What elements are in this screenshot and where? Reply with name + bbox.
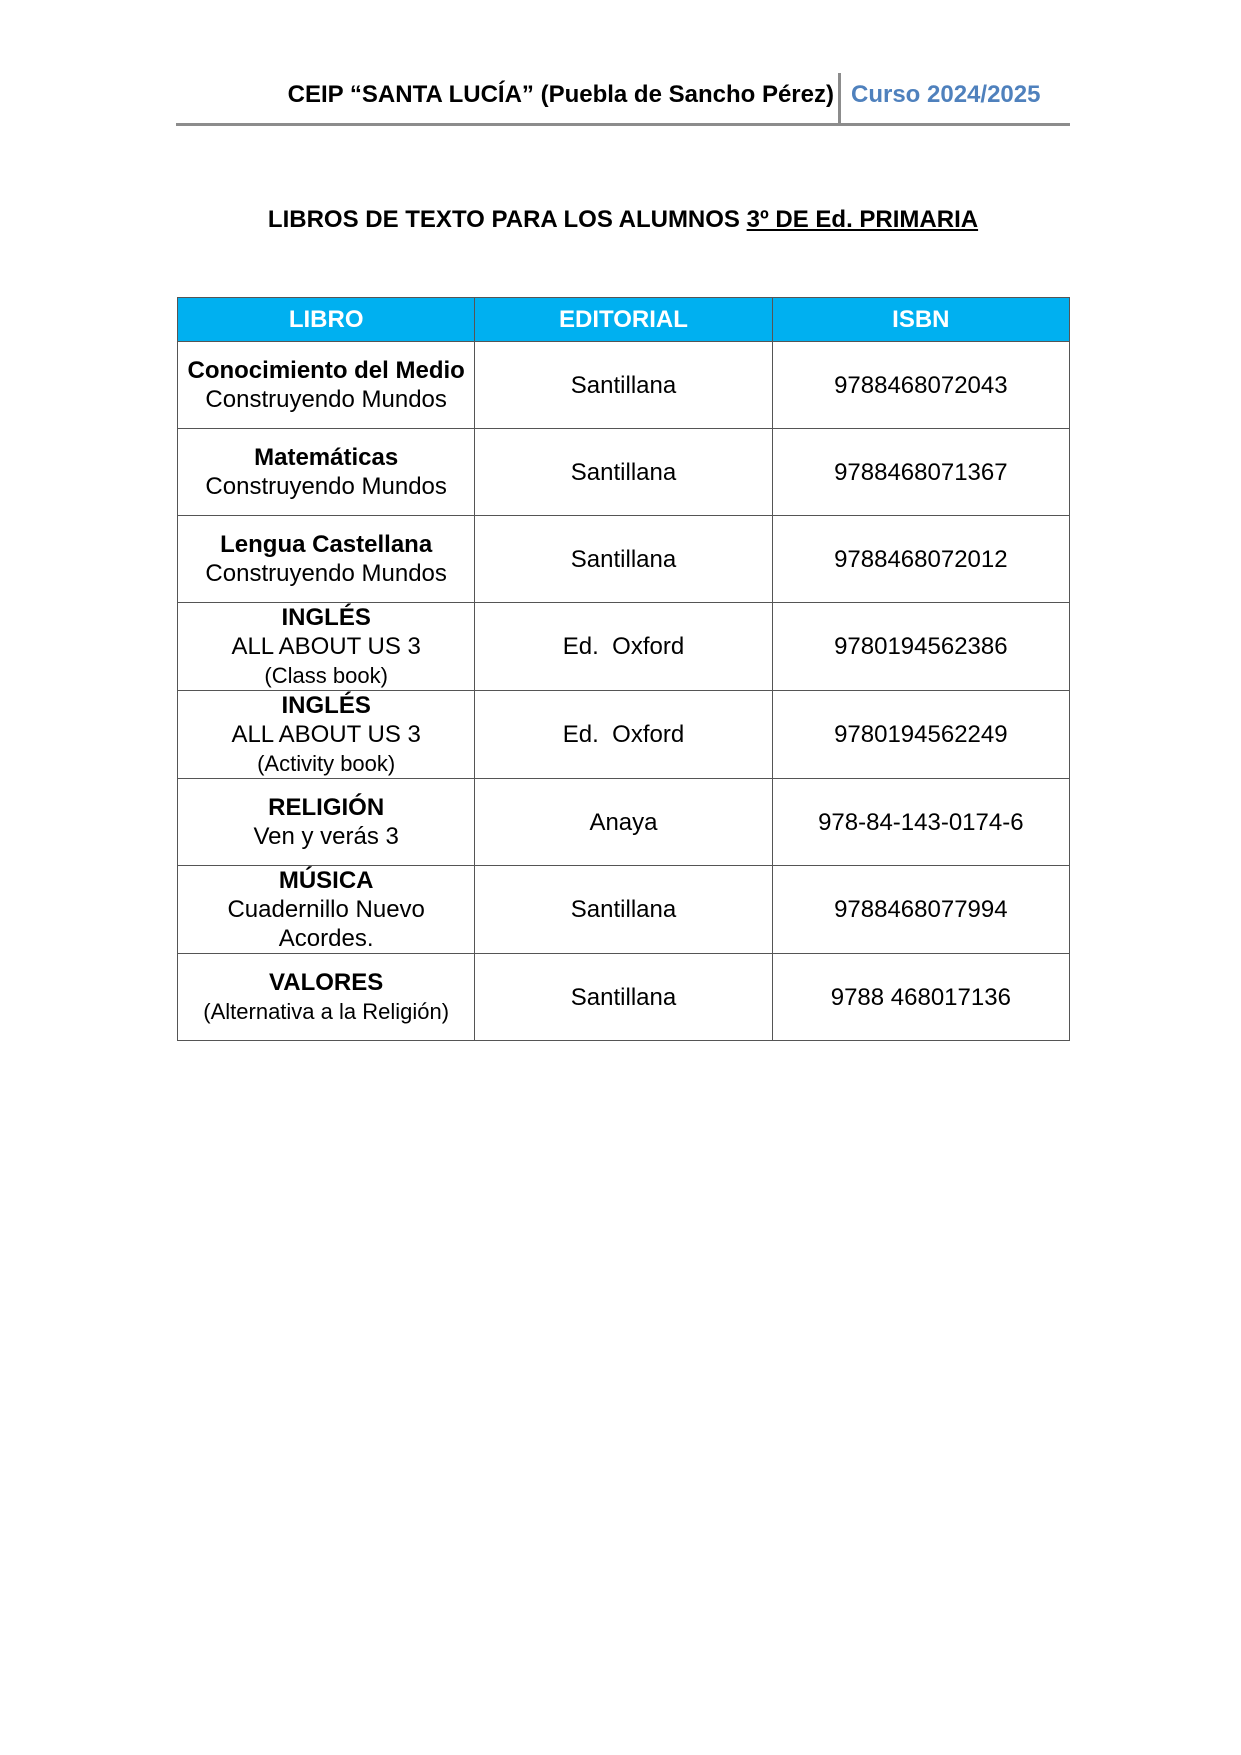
isbn-cell: 978-84-143-0174-6 — [772, 779, 1069, 866]
textbook-table — [177, 297, 1070, 1041]
book-subject: VALORES — [269, 969, 384, 996]
isbn-cell: 9780194562386 — [772, 603, 1069, 691]
book-subject: Matemáticas — [254, 444, 399, 471]
book-cell — [178, 429, 475, 516]
book-cell — [178, 954, 475, 1041]
header-divider — [838, 73, 841, 123]
title-prefix: LIBROS DE TEXTO PARA LOS ALUMNOS — [267, 206, 747, 233]
publisher-cell: Santillana — [475, 954, 772, 1041]
table-row — [178, 779, 1070, 866]
book-note: (Activity book) — [257, 751, 396, 776]
book-subject: Lengua Castellana — [220, 531, 433, 558]
book-subject: INGLÉS — [281, 604, 371, 631]
page-header — [176, 73, 1070, 126]
isbn-cell: 9788468072043 — [772, 342, 1069, 429]
book-note: (Class book) — [264, 663, 388, 688]
book-title: Ven y verás 3 — [253, 823, 399, 850]
table-row — [178, 429, 1070, 516]
course-label: Curso 2024/2025 — [851, 81, 1041, 108]
book-cell — [178, 866, 475, 954]
column-header-book: LIBRO — [178, 298, 475, 342]
isbn-cell: 9788468072012 — [772, 516, 1069, 603]
table-row — [178, 954, 1070, 1041]
table-row — [178, 866, 1070, 954]
publisher-cell: Santillana — [475, 342, 772, 429]
isbn-cell: 9788468071367 — [772, 429, 1069, 516]
title-grade: 3º DE Ed. PRIMARIA — [746, 206, 979, 233]
isbn-cell: 9788468077994 — [772, 866, 1069, 954]
book-subject: MÚSICA — [278, 867, 374, 894]
book-title: Cuadernillo Nuevo Acordes. — [227, 896, 425, 952]
publisher-cell: Anaya — [475, 779, 772, 866]
table-body — [178, 342, 1070, 1041]
book-note: (Alternativa a la Religión) — [203, 999, 450, 1024]
book-cell — [178, 603, 475, 691]
publisher-cell: Santillana — [475, 866, 772, 954]
book-title: Construyendo Mundos — [205, 386, 447, 413]
book-title: ALL ABOUT US 3 — [231, 721, 421, 748]
book-cell — [178, 342, 475, 429]
table-row — [178, 691, 1070, 779]
book-cell — [178, 516, 475, 603]
table-row — [178, 516, 1070, 603]
publisher-cell: Santillana — [475, 429, 772, 516]
column-header-publisher: EDITORIAL — [475, 298, 772, 342]
isbn-cell: 9788 468017136 — [772, 954, 1069, 1041]
book-subject: INGLÉS — [281, 692, 371, 719]
book-cell — [178, 691, 475, 779]
publisher-cell: Ed. Oxford — [475, 603, 772, 691]
table-row — [178, 603, 1070, 691]
book-subject: Conocimiento del Medio — [187, 357, 465, 384]
book-subject: RELIGIÓN — [268, 794, 385, 821]
publisher-cell: Ed. Oxford — [475, 691, 772, 779]
column-header-isbn: ISBN — [772, 298, 1069, 342]
publisher-cell: Santillana — [475, 516, 772, 603]
book-title: Construyendo Mundos — [205, 473, 447, 500]
table-header-row — [178, 298, 1070, 342]
school-name: CEIP “SANTA LUCÍA” (Puebla de Sancho Pérez) — [287, 81, 834, 108]
document-title — [176, 206, 1070, 234]
isbn-cell: 9780194562249 — [772, 691, 1069, 779]
book-cell — [178, 779, 475, 866]
book-title: ALL ABOUT US 3 — [231, 633, 421, 660]
table-row — [178, 342, 1070, 429]
book-title: Construyendo Mundos — [205, 560, 447, 587]
